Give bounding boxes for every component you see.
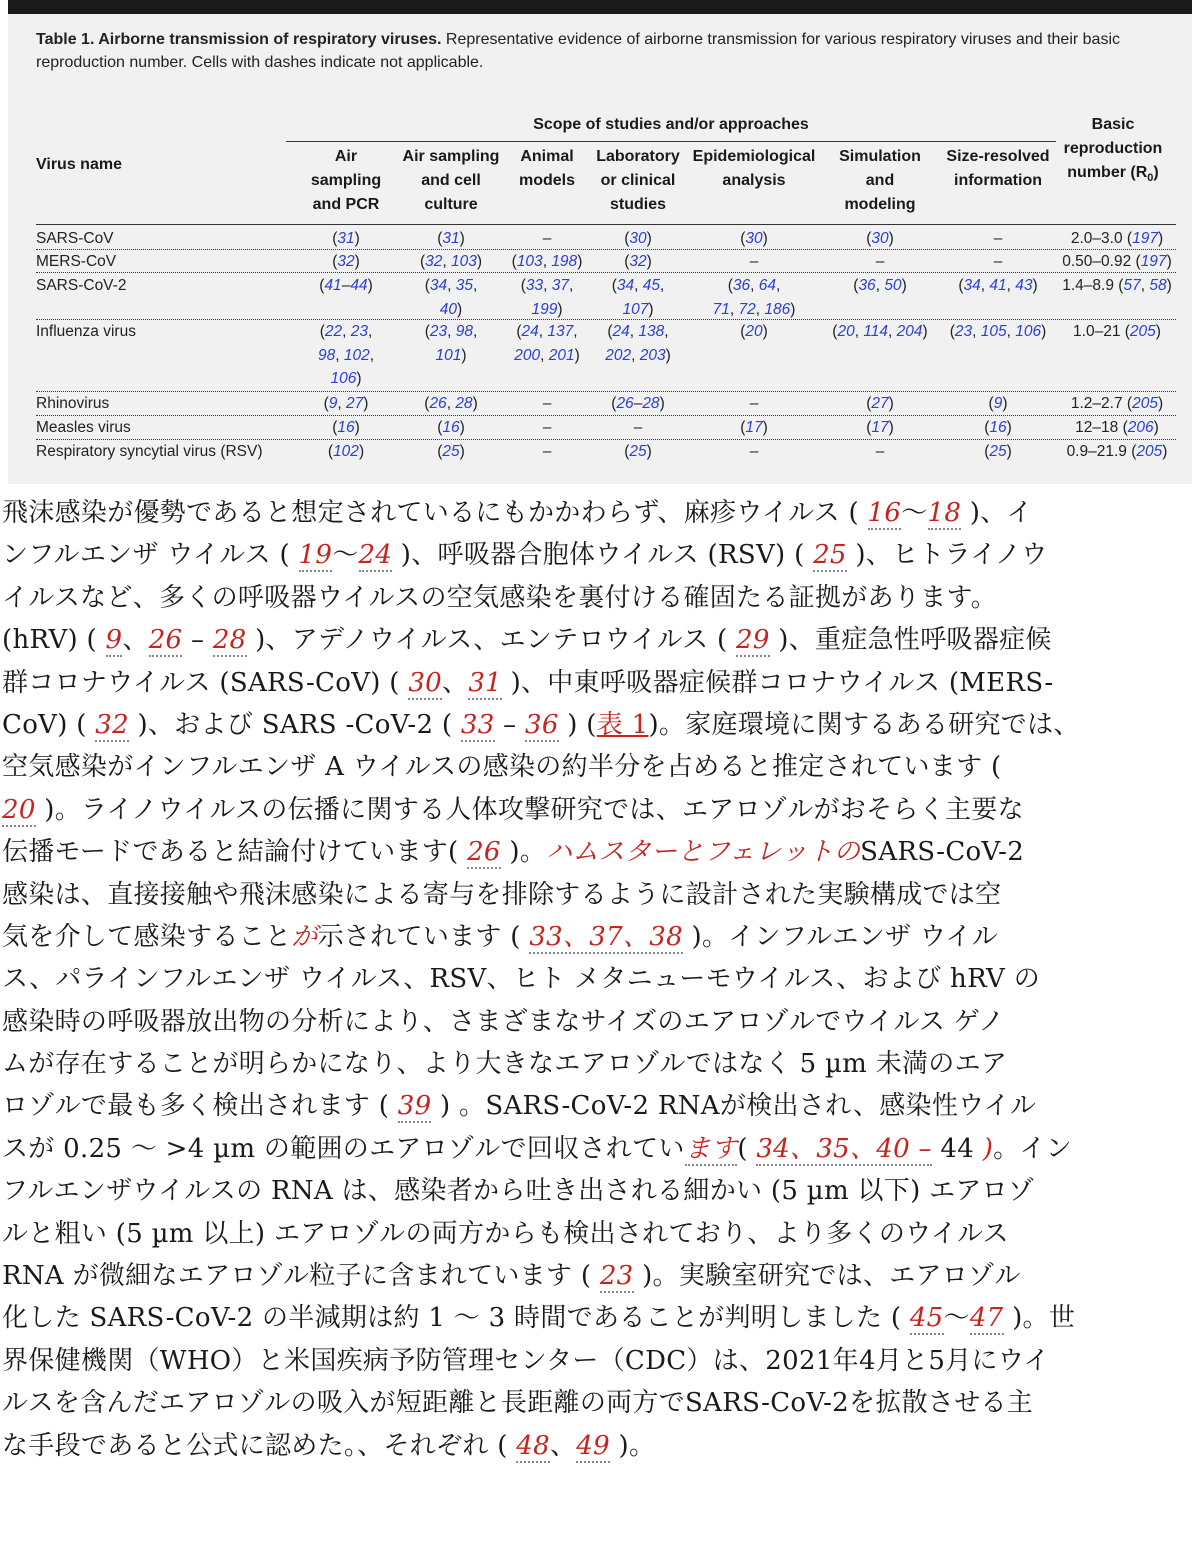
reference-number[interactable]: 205 xyxy=(1132,395,1158,412)
citation-link[interactable]: 47 xyxy=(969,1303,1004,1334)
row-divider xyxy=(36,272,1176,273)
text-line: 化した SARS-CoV-2 の半減期は約 1 〜 3 時間であることが判明しました ( 45〜47 )。世 xyxy=(2,1303,1076,1334)
table-cell: (26–28) xyxy=(611,395,665,412)
table-cell: (102) xyxy=(327,443,365,460)
text-line: 感染時の呼吸器放出物の分析により、さまざまなサイズのエアロゾルでウイルス ゲノ xyxy=(2,1006,1005,1037)
table-cell: (31) xyxy=(332,230,360,247)
reference-number[interactable]: 20 xyxy=(745,323,763,340)
reference-number[interactable]: 40 xyxy=(439,300,458,318)
text-line: 飛沫感染が優勢であると想定されているにもかかわらず、麻疹ウイルス ( 16〜18 )、イ xyxy=(2,498,1033,528)
citation-link[interactable]: 20 xyxy=(2,794,36,825)
row-divider xyxy=(36,391,1176,392)
reference-number[interactable]: 34 xyxy=(429,277,448,294)
reference-number[interactable]: 24 xyxy=(612,323,630,340)
citation-link[interactable]: 9 xyxy=(105,625,123,656)
column-header: Simulation and modeling xyxy=(839,148,921,213)
text-line: スが 0.25 〜 >4 µm の範囲のエアロゾルで回収されています( 34、35、40 – 44 )。イン xyxy=(2,1133,1073,1164)
reference-number[interactable]: 72 xyxy=(738,300,756,318)
reference-number[interactable]: 25 xyxy=(629,443,647,460)
table-cell: (17) xyxy=(866,419,894,436)
highlighted-text: ます xyxy=(684,1133,738,1164)
reference-number[interactable]: 35 xyxy=(455,277,473,294)
reference-number[interactable]: 64 xyxy=(758,277,776,294)
row-divider xyxy=(36,439,1176,440)
reference-number[interactable]: 106 xyxy=(1015,323,1042,340)
table-cell: (32) xyxy=(332,253,360,270)
citation-link[interactable]: 19 xyxy=(298,540,333,571)
reference-number[interactable]: 41 xyxy=(989,277,1007,294)
reference-number[interactable]: 206 xyxy=(1127,419,1154,436)
r0-cell: 1.2–2.7 (205) xyxy=(1070,395,1164,412)
header-r0 xyxy=(1058,113,1168,190)
citation-link[interactable]: 30 xyxy=(408,667,442,698)
reference-number[interactable]: 50 xyxy=(884,277,902,294)
reference-number[interactable]: 23 xyxy=(350,323,368,340)
table-cell: (34, 35, 40) xyxy=(424,277,478,318)
row-divider xyxy=(36,319,1176,320)
citation-link[interactable]: 48 xyxy=(516,1430,550,1461)
text-line: ムが存在することが明らかになり、より大きなエアロゾルではなく 5 µm 未満のエア xyxy=(2,1049,1008,1080)
reference-number[interactable]: 114 xyxy=(863,323,889,340)
reference-number[interactable]: 204 xyxy=(896,323,923,340)
table-cell: (25) xyxy=(624,443,652,460)
r0-reference: (57, 58) xyxy=(1118,277,1172,294)
table-cell: (16) xyxy=(332,419,360,436)
citation-link[interactable]: 26 xyxy=(148,625,183,656)
virus-name-cell: Respiratory syncytial virus (RSV) xyxy=(36,443,263,460)
column-header: Animal models xyxy=(518,148,575,189)
r0-subscript: 0 xyxy=(1147,172,1154,185)
reference-number[interactable]: 43 xyxy=(1015,277,1033,294)
reference-number[interactable]: 199 xyxy=(531,300,558,318)
reference-number[interactable]: 34 xyxy=(963,277,981,294)
text-line: フルエンザウイルスの RNA は、感染者から吐き出される細かい (5 µm 以下) エアロゾ xyxy=(2,1176,1035,1207)
table-cell: (17) xyxy=(740,419,768,436)
table-cell: (23, 98, 101) xyxy=(424,323,478,364)
table-cell: (9, 27) xyxy=(323,395,369,412)
table-cell: – xyxy=(542,395,552,412)
citation-link[interactable]: 31 xyxy=(468,667,502,698)
table-cell: – xyxy=(542,419,552,436)
table-cell: (30) xyxy=(740,230,768,247)
reference-number[interactable]: 106 xyxy=(330,370,357,387)
r0-cell: 2.0–3.0 (197) xyxy=(1070,230,1164,247)
reference-number[interactable]: 30 xyxy=(629,230,647,247)
citation-link[interactable]: 34、35、40 – xyxy=(756,1133,932,1164)
text-line: 20 )。ライノウイルスの伝播に関する人体攻撃研究では、エアロゾルがおそらく主要な xyxy=(2,794,1024,825)
reference-number[interactable]: 27 xyxy=(346,395,364,412)
reference-number[interactable]: 101 xyxy=(435,346,462,364)
column-header: Air sampling and PCR xyxy=(310,148,382,213)
reference-number[interactable]: 20 xyxy=(837,323,855,340)
citation-link[interactable]: 33 xyxy=(460,709,495,740)
reference-number[interactable]: 203 xyxy=(639,346,666,364)
reference-number[interactable]: 28 xyxy=(455,395,473,412)
text-line: CoV) ( 32 )、および SARS -CoV-2 ( 33 – 36 ) (表 1)。家庭環境に関するある研究では、 xyxy=(2,709,1080,740)
citation-link[interactable]: 32 xyxy=(95,709,129,740)
reference-number[interactable]: 23 xyxy=(954,323,973,340)
text-line: 気を介して感染することが示されています ( 33、37、38 )。インフルエンザ ウイル xyxy=(2,921,999,952)
reference-number[interactable]: 16 xyxy=(442,419,460,436)
reference-number[interactable]: 28 xyxy=(642,395,660,412)
header-group-rule xyxy=(286,141,1056,142)
r0-reference: (206) xyxy=(1122,419,1159,436)
text-line: イルスなど、多くの呼吸器ウイルスの空気感染を裏付ける確固たる証拠があります。 xyxy=(2,582,997,613)
virus-name-cell: Measles virus xyxy=(36,419,131,436)
table-cell: – xyxy=(749,253,759,270)
table-link[interactable]: 表 1 xyxy=(596,709,649,740)
reference-number[interactable]: 58 xyxy=(1149,277,1167,294)
reference-number[interactable]: 16 xyxy=(337,419,355,436)
reference-number[interactable]: 103 xyxy=(516,253,543,270)
table-cell: – xyxy=(875,443,885,460)
highlighted-text: が xyxy=(291,921,318,952)
citation-link[interactable]: 45 xyxy=(909,1303,944,1334)
reference-number[interactable]: 31 xyxy=(442,230,460,247)
reference-number[interactable]: 102 xyxy=(343,346,370,364)
r0-reference: (197) xyxy=(1126,230,1164,247)
reference-number[interactable]: 30 xyxy=(871,230,889,247)
table-cell: (24, 137, 200, 201) xyxy=(514,323,580,364)
table-cell: (34, 45, 107) xyxy=(611,277,665,318)
reference-number[interactable]: 45 xyxy=(642,277,660,294)
citation-link[interactable]: 36 xyxy=(525,709,559,740)
table-cell: (16) xyxy=(984,419,1012,436)
reference-number[interactable]: 107 xyxy=(622,300,649,318)
reference-number[interactable]: 197 xyxy=(1140,253,1167,270)
citation-link[interactable]: 39 xyxy=(397,1091,432,1122)
table-cell: – xyxy=(749,395,759,412)
reference-number[interactable]: 33 xyxy=(525,277,544,294)
reference-number[interactable]: 16 xyxy=(989,419,1007,436)
table-caption xyxy=(36,28,1166,74)
reference-number[interactable]: 17 xyxy=(871,419,889,436)
table-cell: (32, 103) xyxy=(419,253,483,270)
citation-link[interactable]: 28 xyxy=(212,625,247,656)
column-header: Size-resolved information xyxy=(946,148,1050,189)
text-line: ンフルエンザ ウイルス ( 19〜24 )、呼吸器合胞体ウイルス (RSV) ( 25 )、ヒトライノウ xyxy=(2,540,1048,571)
text-line: (hRV) ( 9、26 – 28 )、アデノウイルス、エンテロウイルス ( 29 )、重症急性呼吸器症候 xyxy=(2,625,1052,656)
virus-name-cell: Influenza virus xyxy=(36,323,136,340)
reference-number[interactable]: 41 xyxy=(324,277,342,294)
text-line: ルスを含んだエアロゾルの吸入が短距離と長距離の両方でSARS-CoV-2を拡散させる主 xyxy=(2,1388,1034,1419)
text-line: 伝播モードであると結論付けています( 26 )。ハムスターとフェレットのSARS-CoV-2 xyxy=(2,837,1025,868)
table-cell: (24, 138, 202, 203) xyxy=(605,323,671,364)
table-cell: (30) xyxy=(866,230,894,247)
table-cell: – xyxy=(542,230,552,247)
reference-number[interactable]: 26 xyxy=(429,395,447,412)
table-cell: (30) xyxy=(624,230,652,247)
row-divider xyxy=(36,415,1176,416)
reference-number[interactable]: 27 xyxy=(871,395,889,412)
reference-number[interactable]: 201 xyxy=(548,346,575,364)
header-group: Scope of studies and/or approaches xyxy=(533,116,809,133)
reference-number[interactable]: 200 xyxy=(514,346,541,364)
column-header: Epidemiological analysis xyxy=(692,148,816,189)
table-cell: – xyxy=(993,253,1003,270)
reference-number[interactable]: 30 xyxy=(745,230,763,247)
reference-number[interactable]: 202 xyxy=(605,346,632,364)
reference-number[interactable]: 24 xyxy=(521,323,539,340)
reference-number[interactable]: 205 xyxy=(1136,443,1163,460)
table-cell: (25) xyxy=(984,443,1012,460)
reference-number[interactable]: 23 xyxy=(429,323,448,340)
r0-cell: 12–18 (206) xyxy=(1075,419,1159,436)
table-cell: – xyxy=(542,443,552,460)
r0-cell: 0.9–21.9 (205) xyxy=(1066,443,1168,460)
table-cell: (31) xyxy=(437,230,465,247)
reference-number[interactable]: 22 xyxy=(324,323,343,340)
reference-number[interactable]: 32 xyxy=(425,253,443,270)
reference-number[interactable]: 9 xyxy=(993,395,1003,412)
reference-number[interactable]: 44 xyxy=(350,277,368,294)
reference-number[interactable]: 105 xyxy=(980,323,1007,340)
table-cell: (20) xyxy=(740,323,768,340)
text-line: 群コロナウイルス (SARS-CoV) ( 30、31 )、中東呼吸器症候群コロナウイルス (MERS- xyxy=(2,667,1054,698)
header-bottom-rule xyxy=(36,224,1176,225)
caption-description: Representative evidence of airborne transmission for various respiratory viruses and their basic reproduction number. Cells with dashes indicate not applicable. xyxy=(36,31,1121,71)
reference-number[interactable]: 138 xyxy=(638,323,665,340)
citation-link[interactable]: 26 xyxy=(467,837,501,868)
table-cell: (36, 50) xyxy=(853,277,907,294)
table-cell: (103, 198) xyxy=(511,253,583,270)
caption-title: Table 1. Airborne transmission of respiratory viruses. xyxy=(36,31,442,48)
citation-link[interactable]: 18 xyxy=(927,498,962,528)
table-cell: (26, 28) xyxy=(424,395,478,412)
table-cell: (27) xyxy=(866,395,894,412)
citation-link[interactable]: 29 xyxy=(736,625,770,656)
reference-number[interactable]: 137 xyxy=(547,323,574,340)
table-cell: (23, 105, 106) xyxy=(949,323,1047,340)
reference-number[interactable]: 32 xyxy=(629,253,647,270)
table-cell: (9) xyxy=(988,395,1008,412)
reference-number[interactable]: 98 xyxy=(317,346,336,364)
table-cell: – xyxy=(993,230,1003,247)
text-line: ルと粗い (5 µm 以上) エアロゾルの両方からも検出されており、より多くのウイルス xyxy=(2,1218,1009,1249)
table-cell: (16) xyxy=(437,419,465,436)
citation-link[interactable]: 25 xyxy=(813,540,847,571)
reference-number[interactable]: 102 xyxy=(333,443,359,460)
table-cell: (36, 64, 71, 72, 186) xyxy=(712,277,796,318)
citation-link[interactable]: 23 xyxy=(599,1261,634,1292)
reference-number[interactable]: 186 xyxy=(764,300,791,318)
top-rule xyxy=(8,0,1192,14)
text-line: な手段であると公式に認めた。、それぞれ ( 48、49 )。 xyxy=(2,1430,656,1461)
citation-link[interactable]: 33、37、38 xyxy=(529,921,683,952)
table-panel xyxy=(8,0,1192,484)
reference-number[interactable]: 36 xyxy=(858,277,876,294)
reference-number[interactable]: 17 xyxy=(745,419,763,436)
reference-number[interactable]: 57 xyxy=(1123,277,1141,294)
highlighted-text: ) xyxy=(982,1133,994,1164)
reference-number[interactable]: 205 xyxy=(1129,323,1156,340)
reference-number[interactable]: 9 xyxy=(328,395,338,412)
header-virus-name: Virus name xyxy=(36,156,122,173)
highlighted-text: ハムスターとフェレットの xyxy=(546,837,861,868)
header-r0-text: Basic reproduction number $(R_0)$ xyxy=(1063,116,1163,185)
r0-reference: (205) xyxy=(1126,395,1164,412)
table-cell: – xyxy=(633,419,643,436)
r0-cell: 0.50–0.92 (197) xyxy=(1062,253,1172,270)
virus-name-cell: MERS-CoV xyxy=(36,253,117,270)
table-cell: – xyxy=(749,443,759,460)
r0-cell: 1.4–8.9 (57, 58) xyxy=(1062,277,1172,294)
table-cell: (22, 23, 98, 102, 106) xyxy=(317,323,375,387)
r0-reference: (205) xyxy=(1124,323,1161,340)
virus-name-cell: SARS-CoV-2 xyxy=(36,277,127,294)
text-line: 空気感染がインフルエンザ A ウイルスの感染の約半分を占めると推定されています ( xyxy=(2,752,1002,783)
table-cell: (32) xyxy=(624,253,652,270)
r0-reference: (205) xyxy=(1131,443,1168,460)
table-cell: (20, 114, 204) xyxy=(832,323,928,340)
reference-number[interactable]: 32 xyxy=(337,253,355,270)
reference-number[interactable]: 34 xyxy=(616,277,635,294)
reference-number[interactable]: 26 xyxy=(616,395,634,412)
r0-cell: 1.0–21 (205) xyxy=(1073,323,1161,340)
text-line: 感染は、直接接触や飛沫感染による寄与を排除するように設計された実験構成では空 xyxy=(2,879,1002,910)
reference-number[interactable]: 197 xyxy=(1132,230,1158,247)
citation-link[interactable]: 24 xyxy=(358,540,393,571)
text-line: 界保健機関（WHO）と米国疾病予防管理センター（CDC）は、2021年4月と5月にウイ xyxy=(2,1345,1050,1376)
reference-number[interactable]: 103 xyxy=(451,253,477,270)
text-line: ロゾルで最も多く検出されます ( 39 ) 。SARS-CoV-2 RNAが検出され、感染性ウイル xyxy=(2,1091,1037,1122)
table-cell: (41–44) xyxy=(319,277,373,294)
text-line: RNA が微細なエアロゾル粒子に含まれています ( 23 )。実験室研究では、エアロゾル xyxy=(2,1261,1021,1292)
reference-number[interactable]: 25 xyxy=(989,443,1007,460)
citation-link[interactable]: 49 xyxy=(576,1430,610,1461)
table-cell: (34, 41, 43) xyxy=(958,277,1038,294)
table-cell: (33, 37, 199) xyxy=(520,277,574,318)
citation-link[interactable]: 16 xyxy=(867,498,902,528)
reference-number[interactable]: 98 xyxy=(455,323,473,340)
column-header: Laboratory or clinical studies xyxy=(596,148,680,213)
virus-name-cell: SARS-CoV xyxy=(36,230,114,247)
r0-reference: (197) xyxy=(1135,253,1172,270)
reference-number[interactable]: 198 xyxy=(551,253,578,270)
body-paragraph xyxy=(2,492,1198,1467)
row-divider xyxy=(36,249,1176,250)
table-cell: (25) xyxy=(437,443,465,460)
reference-number[interactable]: 36 xyxy=(732,277,751,294)
reference-number[interactable]: 25 xyxy=(442,443,460,460)
column-header: Air sampling and cell culture xyxy=(402,148,500,213)
reference-number[interactable]: 31 xyxy=(337,230,355,247)
table-cell: – xyxy=(875,253,885,270)
virus-name-cell: Rhinovirus xyxy=(36,395,110,412)
reference-number[interactable]: 37 xyxy=(551,277,569,294)
reference-number[interactable]: 71 xyxy=(712,300,730,318)
text-line: ス、パラインフルエンザ ウイルス、RSV、ヒト メタニューモウイルス、および hRV の xyxy=(2,964,1040,995)
